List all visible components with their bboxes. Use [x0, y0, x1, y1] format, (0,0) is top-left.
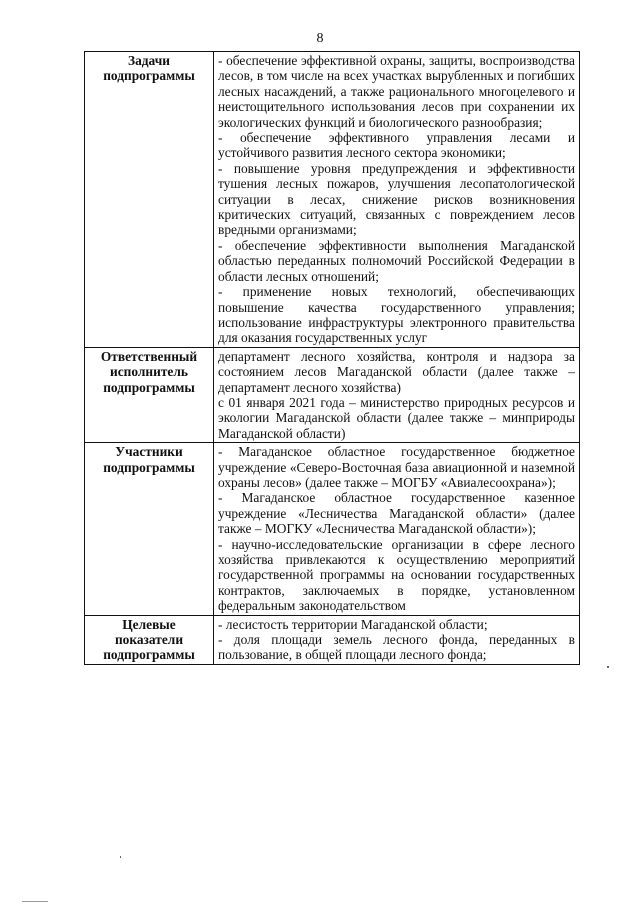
tasks-item-2: - обеспечение эффективного управления лесами и устойчивого развития лесного сектора экономики;: [218, 130, 575, 161]
row-label-targets: Целевые показатели подпрограммы: [85, 615, 214, 664]
targets-item-1: - лесистость территории Магаданской области;: [218, 616, 488, 632]
participants-item-3: - научно-исследовательские организации в сфере лесного хозяйства привлекаются к осуществлению мероприятий государственной программы на основании государственных контрактов, заключаемых в порядке, установленном федеральным законодательством: [218, 536, 575, 614]
tasks-item-4: - обеспечение эффективности выполнения Магаданской областью переданных полномочий Российской Федерации в области лесных отношений;: [218, 237, 575, 284]
scan-artifact-mark: [120, 856, 121, 858]
participants-item-1: - Магаданское областное государственное бюджетное учреждение «Северо-Восточная база авиационной и наземной охраны лесов» (далее также – МОГБУ «Авиалесоохрана»);: [218, 444, 575, 490]
row-content-participants: [214, 443, 580, 615]
row-label-participants: Участники подпрограммы: [85, 443, 214, 615]
tasks-item-1: - обеспечение эффективной охраны, защиты, воспроизводства лесов, в том числе на всех участках вырубленных и погибших лесных насаждений, а также рационального многоцелевого и неистощительного использования лесов при сохранении их экологических функций и биологического разнообразия;: [218, 53, 575, 130]
subprogram-passport-table: [84, 51, 580, 665]
row-label-tasks: Задачи подпрограммы: [85, 52, 214, 348]
scan-artifact-mark: [607, 666, 609, 668]
table-row-tasks: [85, 52, 580, 348]
scan-artifact-line: [22, 901, 48, 902]
row-label-responsible: Ответственный исполнитель подпрограммы: [85, 347, 214, 442]
row-content-responsible: [214, 347, 580, 442]
participants-item-2: - Магаданское областное государственное казенное учреждение «Лесничества Магаданской области» (далее также – МОГКУ «Лесничества Магаданской области»);: [218, 490, 575, 537]
responsible-item-1: департамент лесного хозяйства, контроля и надзора за состоянием лесов Магаданской области (далее также – департамент лесного хозяйства): [218, 348, 575, 395]
table-row-participants: [85, 443, 580, 615]
tasks-item-3: - повышение уровня предупреждения и эффективности тушения лесных пожаров, улучшения лесопатологической ситуации в лесах, снижение рисков возникновения критических ситуаций, связанных с повреждением лесов вредными организмами;: [218, 160, 575, 238]
row-content-tasks: [214, 52, 580, 348]
tasks-item-5: - применение новых технологий, обеспечивающих повышение качества государственного управления; использование инфраструктуры электронного правительства для оказания государственных услуг: [218, 284, 575, 346]
table-row-targets: [85, 615, 580, 664]
targets-item-2: - доля площади земель лесного фонда, переданных в пользование, в общей площади лесного фонда;: [218, 632, 575, 663]
table-row-responsible: [85, 347, 580, 442]
page-number: 8: [316, 31, 324, 46]
row-content-targets: [214, 615, 580, 664]
responsible-item-2: с 01 января 2021 года – министерство природных ресурсов и экологии Магаданской области (далее также – минприроды Магаданской области): [218, 394, 575, 441]
